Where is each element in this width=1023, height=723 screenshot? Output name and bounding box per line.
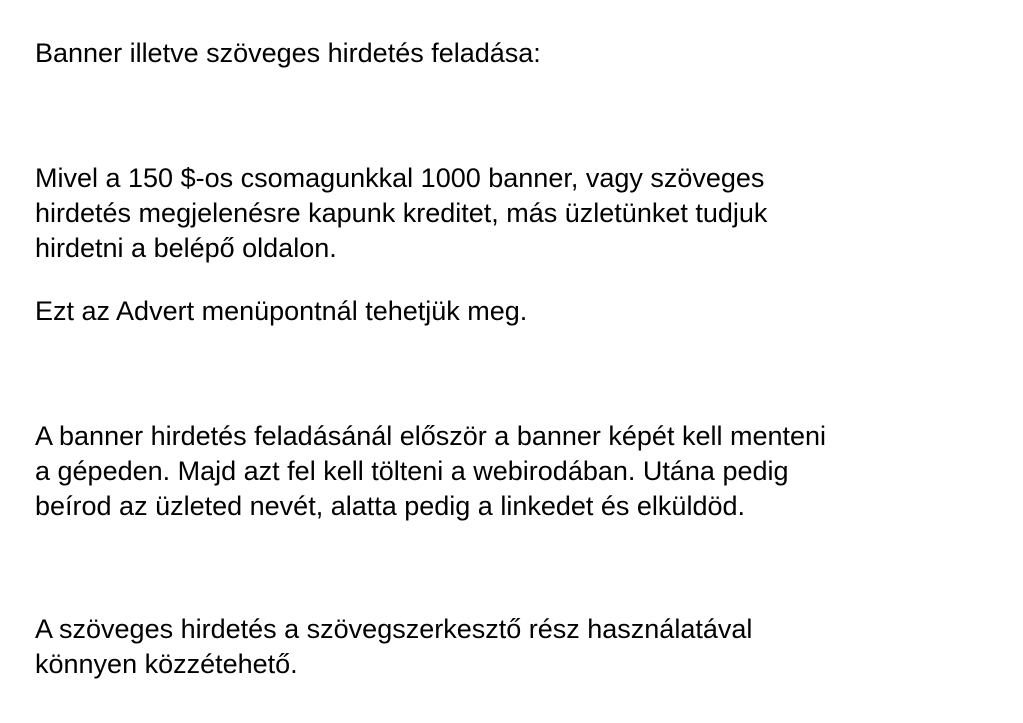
paragraph-advert-menu: Ezt az Advert menüpontnál tehetjük meg. [35,296,528,326]
page-title: Banner illetve szöveges hirdetés feladása: [35,38,541,68]
paragraph-banner-upload: A banner hirdetés feladásánál először a banner képét kell menteni a gépeden. Majd azt fel kell tölteni a webirodában. Utána pedig beírod az üzleted nevét, alatta pedig a linkedet és elküldöd. [35,421,827,521]
paragraph-credit-info: Mivel a 150 $-os csomagunkkal 1000 banner, vagy szöveges hirdetés megjelenésre kapunk kreditet, más üzletünket tudjuk hirdetni a belépő oldalon. [35,163,768,263]
paragraph-text-ad: A szöveges hirdetés a szövegszerkesztő rész használatával könnyen közzétehető. [35,614,753,679]
